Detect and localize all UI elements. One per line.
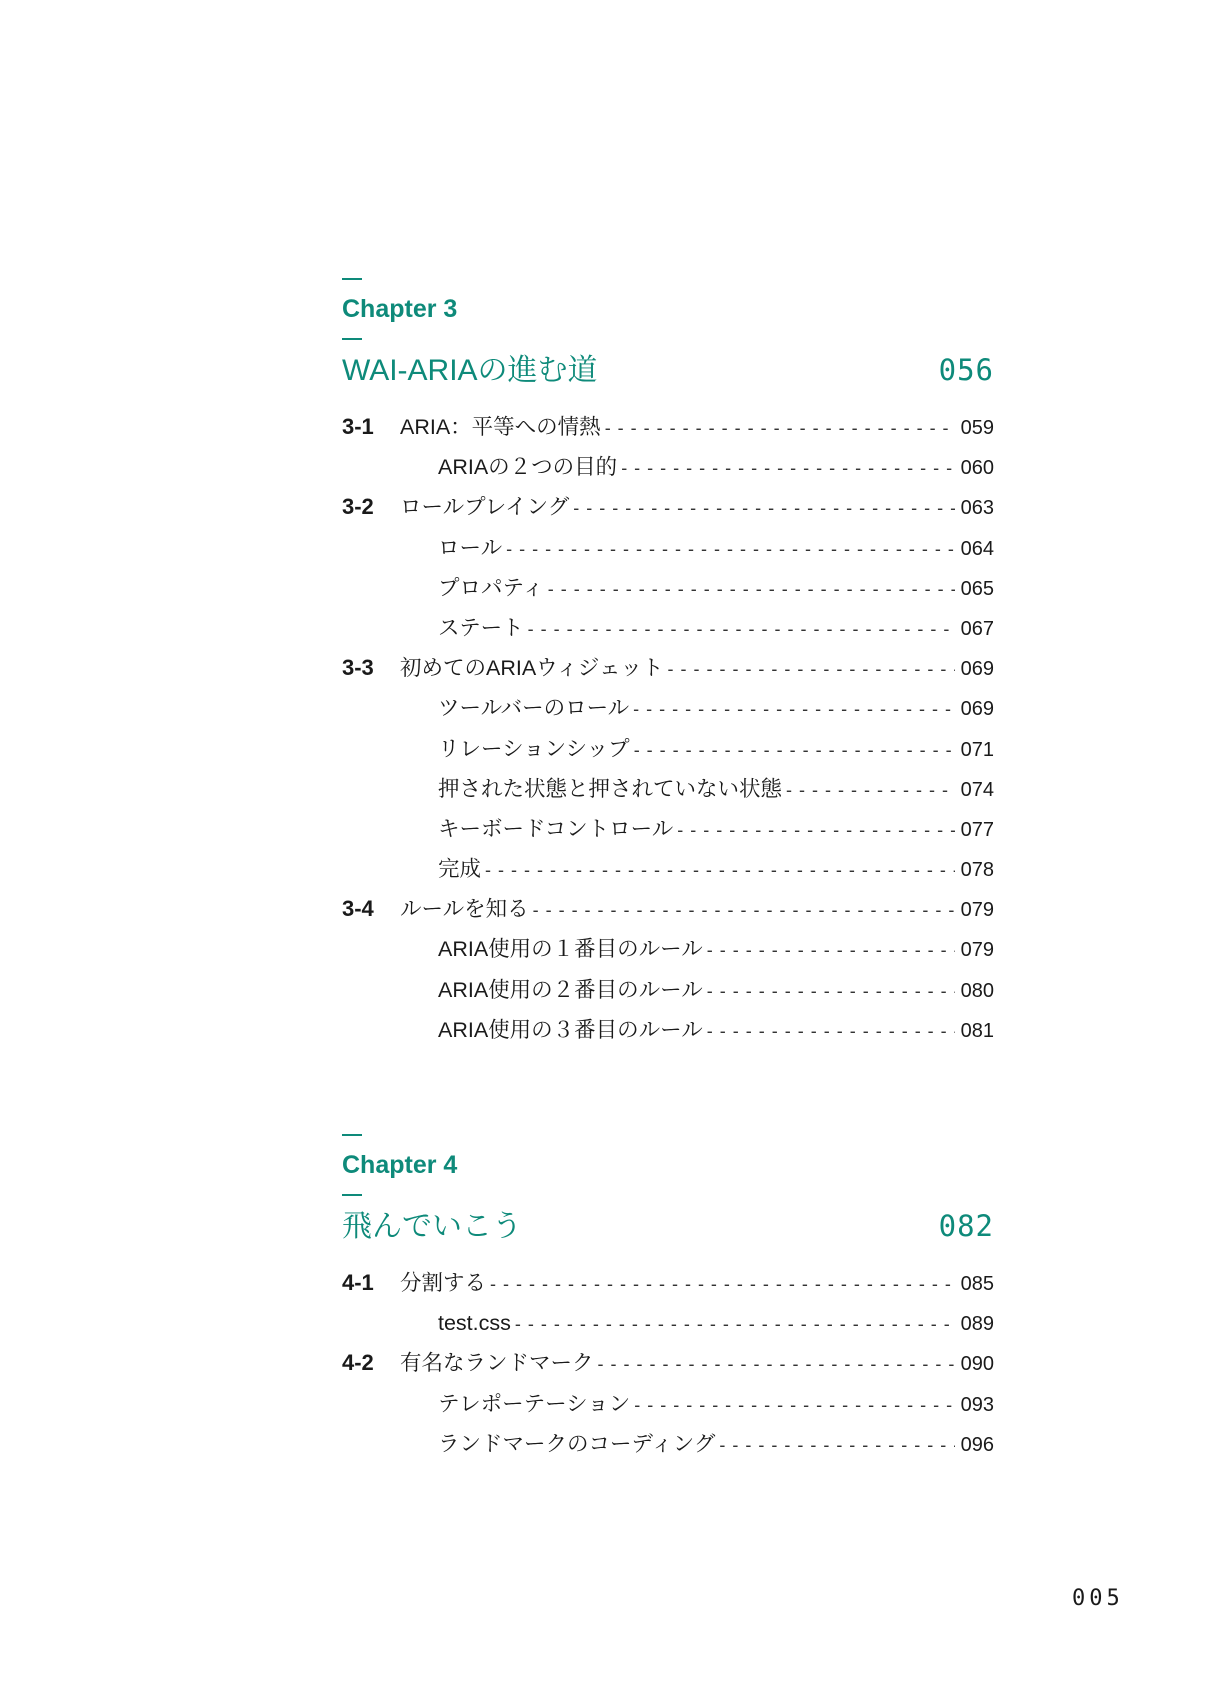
entry-title: ステート	[438, 615, 524, 640]
entry-title: プロパティ	[438, 575, 544, 600]
chapter-title: WAI-ARIAの進む道	[342, 354, 598, 387]
dot-leader	[786, 770, 955, 810]
chapter-dash-top	[342, 278, 362, 280]
toc-subsection-entry[interactable]	[342, 1303, 994, 1343]
toc-subsection-entry[interactable]	[342, 447, 994, 487]
entry-page: 069	[960, 658, 994, 681]
dot-leader	[707, 1011, 955, 1051]
entry-page: 096	[960, 1433, 994, 1456]
entry-page: 079	[960, 899, 994, 922]
entry-page: 077	[960, 818, 994, 841]
dot-leader	[707, 930, 955, 970]
toc-subsection-entry[interactable]	[342, 729, 994, 769]
entry-title: test.css	[438, 1311, 511, 1336]
entry-page: 093	[960, 1393, 994, 1416]
entry-page: 071	[960, 738, 994, 761]
dot-leader	[634, 730, 955, 770]
chapter-dash-top	[342, 1134, 362, 1136]
dot-leader	[598, 1344, 955, 1384]
dot-leader	[485, 850, 955, 890]
chapter-dash-bottom	[342, 338, 362, 340]
toc-section-entry[interactable]	[342, 889, 994, 929]
dot-leader	[634, 1385, 954, 1425]
toc-subsection-entry[interactable]	[342, 1424, 994, 1464]
entry-title: 完成	[438, 857, 482, 882]
dot-leader	[573, 488, 954, 528]
entry-page: 063	[960, 497, 994, 520]
entry-title: ARIA：平等への情熱	[400, 415, 601, 439]
entry-title: ARIA使用の３番目のルール	[438, 1017, 703, 1042]
entry-title: ARIAの２つの目的	[438, 455, 618, 480]
dot-leader	[533, 890, 955, 930]
entry-page: 067	[960, 617, 994, 640]
chapter-label: Chapter 3	[342, 295, 458, 323]
chapter-4-block	[342, 1134, 994, 1464]
chapter-page: 056	[938, 353, 994, 387]
entry-title: 押された状態と押されていない状態	[438, 776, 783, 801]
entry-page: 085	[960, 1273, 994, 1295]
toc-subsection-entry[interactable]	[342, 849, 994, 889]
entry-title: 分割する	[400, 1271, 487, 1295]
toc-section-entry[interactable]	[342, 648, 994, 688]
section-number: 4-2	[342, 1350, 374, 1376]
section-number: 3-2	[342, 494, 374, 520]
chapter-heading[interactable]	[342, 350, 994, 391]
toc-subsection-entry[interactable]	[342, 970, 994, 1010]
dot-leader	[528, 609, 955, 649]
entry-page: 078	[960, 859, 994, 882]
entry-page: 069	[960, 698, 994, 721]
dot-leader	[548, 569, 955, 609]
dot-leader	[621, 448, 954, 488]
dot-leader	[515, 1304, 955, 1344]
dot-leader	[506, 529, 955, 569]
toc-subsection-entry[interactable]	[342, 929, 994, 969]
toc-subsection-entry[interactable]	[342, 608, 994, 648]
toc-subsection-entry[interactable]	[342, 688, 994, 728]
entry-page: 059	[960, 417, 994, 439]
entry-page: 089	[960, 1313, 994, 1336]
toc-subsection-entry[interactable]	[342, 568, 994, 608]
entry-page: 064	[960, 537, 994, 560]
toc-subsection-entry[interactable]	[342, 528, 994, 568]
page-number: 005	[1072, 1586, 1124, 1611]
chapter-label: Chapter 4	[342, 1151, 458, 1179]
toc-entries	[342, 407, 994, 1050]
dot-leader	[707, 971, 955, 1011]
dot-leader	[633, 689, 954, 729]
chapter-page: 082	[938, 1209, 994, 1243]
entry-title: ARIA使用の２番目のルール	[438, 977, 703, 1002]
toc-subsection-entry[interactable]	[342, 769, 994, 809]
entry-page: 081	[960, 1019, 994, 1042]
chapter-3-block	[342, 278, 994, 1050]
entry-title: 初めてのARIAウィジェット	[400, 656, 664, 681]
entry-title: リレーションシップ	[438, 736, 630, 761]
section-number: 3-4	[342, 896, 374, 922]
entry-page: 074	[960, 778, 994, 801]
dot-leader	[677, 810, 954, 850]
toc-section-entry[interactable]	[342, 487, 994, 527]
section-number: 3-1	[342, 414, 374, 439]
entry-page: 065	[960, 577, 994, 600]
entry-page: 079	[960, 939, 994, 962]
entry-title: ルールを知る	[400, 897, 529, 922]
dot-leader	[605, 408, 955, 448]
entry-page: 090	[960, 1353, 994, 1376]
toc-entries	[342, 1263, 994, 1464]
toc-section-entry[interactable]	[342, 1263, 994, 1303]
entry-title: ARIA使用の１番目のルール	[438, 937, 703, 962]
toc-section-entry[interactable]	[342, 1343, 994, 1383]
dot-leader	[490, 1264, 955, 1304]
toc-subsection-entry[interactable]	[342, 809, 994, 849]
toc-subsection-entry[interactable]	[342, 1010, 994, 1050]
entry-title: ロール	[438, 535, 503, 560]
toc-subsection-entry[interactable]	[342, 1384, 994, 1424]
entry-page: 060	[960, 457, 994, 480]
entry-title: 有名なランドマーク	[400, 1351, 594, 1376]
chapter-heading[interactable]	[342, 1206, 994, 1247]
entry-title: ロールプレイング	[400, 495, 570, 520]
entry-page: 080	[960, 979, 994, 1002]
section-number: 4-1	[342, 1270, 374, 1295]
dot-leader	[667, 649, 954, 689]
entry-title: ツールバーのロール	[438, 696, 630, 721]
entry-title: キーボードコントロール	[438, 816, 674, 841]
dot-leader	[719, 1425, 954, 1465]
entry-title: テレポーテーション	[438, 1391, 631, 1416]
chapter-title: 飛んでいこう	[342, 1210, 522, 1243]
section-number: 3-3	[342, 655, 374, 681]
chapter-dash-bottom	[342, 1194, 362, 1196]
entry-title: ランドマークのコーディング	[438, 1431, 716, 1456]
toc-section-entry[interactable]	[342, 407, 994, 447]
